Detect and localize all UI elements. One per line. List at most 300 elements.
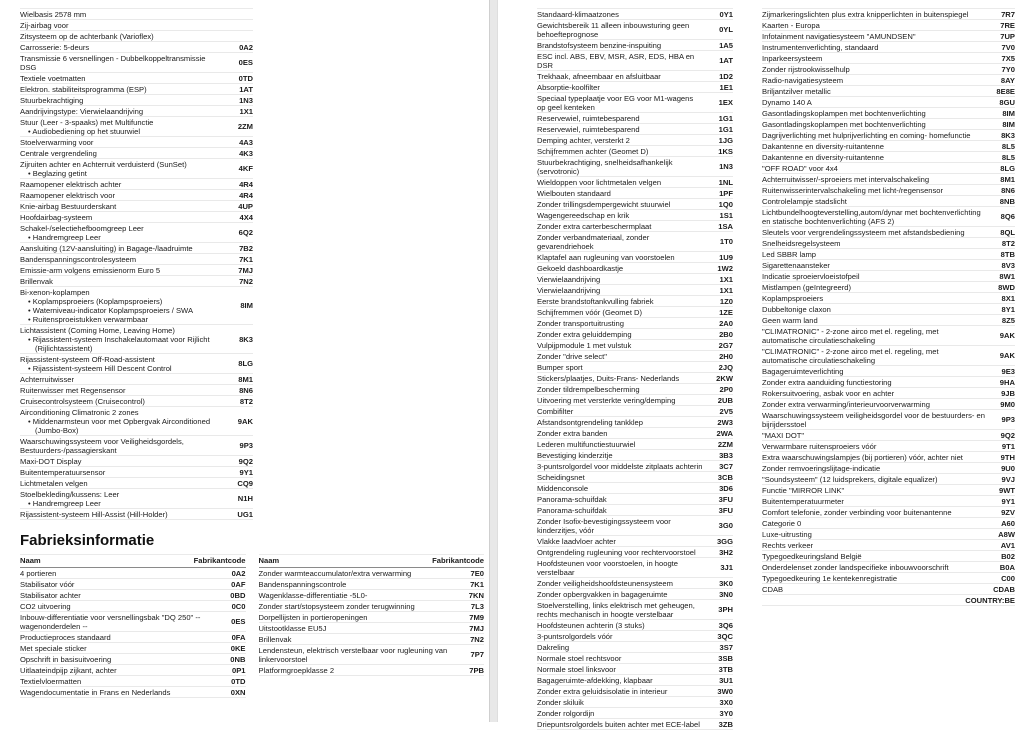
feature-name: Zijmarkeringslichten plus extra knipperlichten in buitenspiegel xyxy=(762,9,969,19)
equipment-row xyxy=(537,578,733,589)
feature-code: 8TB xyxy=(1000,249,1015,259)
equipment-row xyxy=(762,584,1015,595)
feature-name: Aandrijvingstype: Vierwielaandrijving xyxy=(20,106,144,116)
feature-code: COUNTRY:BE xyxy=(965,595,1015,605)
equipment-row xyxy=(537,600,733,620)
name-column-header: Naam xyxy=(20,556,41,565)
equipment-row xyxy=(762,130,1015,141)
feature-name: Vierwielaandrijving xyxy=(537,285,601,295)
feature-name: Speciaal typeplaatje voor EG voor M1-wagens op geel kenteken xyxy=(537,93,694,112)
equipment-row xyxy=(762,410,1015,430)
feature-name: Knie-airbag Bestuurderskant xyxy=(20,201,117,211)
feature-code: 4R4 xyxy=(239,190,253,200)
equipment-row xyxy=(537,428,733,439)
feature-name: Wagengereedschap en krik xyxy=(537,210,630,220)
feature-name-cell xyxy=(20,326,227,353)
factory-name: Platformgroepklasse 2 xyxy=(258,665,335,675)
equipment-row xyxy=(537,252,733,263)
feature-code: 8K3 xyxy=(239,334,253,344)
equipment-row xyxy=(762,141,1015,152)
feature-name: Eerste brandstoftankvulling fabriek xyxy=(537,296,654,306)
feature-code: 1N3 xyxy=(719,162,733,171)
feature-name: Demping achter, versterkt 2 xyxy=(537,135,630,145)
feature-code: 8AY xyxy=(1000,75,1015,85)
feature-name: Zonder opbergvakken in bagageruimte xyxy=(537,589,668,599)
feature-name: Zonder tildrempelbescherming xyxy=(537,384,640,394)
feature-code: 8IM xyxy=(1002,119,1015,129)
feature-name: Stuurbekrachtiging, snelheidsafhankelijk (servotronic) xyxy=(537,157,673,176)
factory-table-left xyxy=(20,554,246,698)
feature-code: B02 xyxy=(1001,551,1015,561)
feature-sub-item: • Audiobediening op het stuurwiel xyxy=(28,126,141,136)
feature-name: Gekoeld dashboardkastje xyxy=(537,263,624,273)
equipment-row xyxy=(537,547,733,558)
equipment-row xyxy=(762,562,1015,573)
feature-code: 8WD xyxy=(998,282,1015,292)
factory-tables xyxy=(20,554,484,698)
factory-table-left-header xyxy=(20,555,246,568)
feature-name: Wieldoppen voor lichtmetalen velgen xyxy=(537,177,662,187)
equipment-row xyxy=(762,42,1015,53)
feature-name: Buitentemperatuurmeter xyxy=(762,496,844,506)
equipment-row xyxy=(537,40,733,51)
feature-code: 9AK xyxy=(999,331,1015,340)
feature-name: Dynamo 140 A xyxy=(762,97,812,107)
feature-code: 0YL xyxy=(719,25,733,34)
feature-code: 9AK xyxy=(237,416,253,426)
feature-code: 4X4 xyxy=(239,212,253,222)
feature-name: Lichtmetalen velgen xyxy=(20,478,88,488)
equipment-row xyxy=(20,354,253,374)
feature-name: Klaptafel aan rugleuning van voorstoelen xyxy=(537,252,675,262)
feature-name: Vierwielaandrijving xyxy=(537,274,601,284)
factory-name: Uitstootklasse EU5J xyxy=(258,623,327,633)
feature-code: 2ZM xyxy=(237,122,253,131)
equipment-row xyxy=(537,631,733,642)
feature-code: 3CB xyxy=(717,472,733,482)
feature-name: "CLIMATRONIC" - 2-zone airco met el. regeling, met automatische circulatieschakeling xyxy=(762,326,939,345)
feature-code: 8IM xyxy=(240,301,253,310)
feature-name: Achterruitwisser xyxy=(20,374,75,384)
equipment-row xyxy=(537,285,733,296)
feature-code: 9Y1 xyxy=(1001,496,1015,506)
equipment-row xyxy=(537,494,733,505)
feature-name: Bumper sport xyxy=(537,362,583,372)
feature-name: 3-puntsrolgordels vóór xyxy=(537,631,613,641)
feature-sub-item: • Handremgreep Leer xyxy=(28,498,101,508)
feature-code: 9U0 xyxy=(1001,463,1015,473)
equipment-row xyxy=(537,384,733,395)
factory-left-rows xyxy=(20,568,246,698)
factory-name: Uitlaateindpijp zijkant, achter xyxy=(20,665,117,675)
factory-name: CO2 uitvoering xyxy=(20,601,71,611)
equipment-row xyxy=(762,529,1015,540)
feature-code: N1H xyxy=(237,494,253,503)
equipment-row xyxy=(537,620,733,631)
feature-sub-item: • Waterniveau-indicator Koplampsproeiers / SWA xyxy=(28,305,194,315)
feature-name: Comfort telefonie, zonder verbinding voor buitenantenne xyxy=(762,507,952,517)
feature-name-cell xyxy=(20,255,227,264)
equipment-row xyxy=(762,53,1015,64)
factory-row xyxy=(259,579,485,590)
feature-sub-item: • Handremgreep Leer xyxy=(28,232,101,242)
feature-code: 3GG xyxy=(716,536,733,546)
factory-code: 7N2 xyxy=(470,634,484,644)
feature-name: Inparkeersysteem xyxy=(762,53,823,63)
factory-row xyxy=(20,687,246,698)
equipment-row xyxy=(762,377,1015,388)
feature-name: Luxe-uitrusting xyxy=(762,529,812,539)
feature-name: Zonder extra aanduiding functiestoring xyxy=(762,377,892,387)
feature-name-cell xyxy=(20,180,227,189)
feature-code: 1SA xyxy=(718,221,733,231)
feature-name: Verwarmbare ruitensproeiers vóór xyxy=(762,441,877,451)
feature-name: Stoelverstelling, links elektrisch met geheugen, rechts mechanisch in hoogte verstelbaar xyxy=(537,600,695,619)
feature-name-cell xyxy=(20,397,227,406)
equipment-row xyxy=(537,664,733,675)
feature-code: 1D2 xyxy=(719,71,733,81)
equipment-list xyxy=(20,8,253,520)
feature-name: Schijfremmen vóór (Geomet D) xyxy=(537,307,643,317)
feature-code: 0ES xyxy=(238,58,253,67)
feature-name: 3-puntsrolgordel voor middelste zitplaats achterin xyxy=(537,461,703,471)
feature-name: Middenconsole xyxy=(537,483,589,493)
factory-name: Zonder warmteaccumulator/extra verwarming xyxy=(258,568,412,578)
feature-name: Lederen multifunctiestuurwiel xyxy=(537,439,636,449)
feature-code: 8LG xyxy=(1000,163,1015,173)
feature-name: Zonder extra geluidsisolatie in interieur xyxy=(537,686,668,696)
feature-name: Led SBBR lamp xyxy=(762,249,817,259)
feature-code: 8E8E xyxy=(996,86,1015,96)
feature-name: Driepuntsrolgordels buiten achter met ECE-label xyxy=(537,719,700,729)
factory-row xyxy=(259,665,485,676)
feature-code: 8L5 xyxy=(1001,141,1015,151)
feature-code: 3B3 xyxy=(719,450,733,460)
feature-name-cell xyxy=(20,191,227,200)
feature-name: Zonder extra geluiddemping xyxy=(537,329,632,339)
equipment-row xyxy=(537,373,733,384)
feature-sub-item: • Rijassistent-systeem Inschakelautomaat voor Rijlicht (Rijlichtassistent) xyxy=(28,334,210,353)
equipment-row xyxy=(20,374,253,385)
feature-name: "MAXI DOT" xyxy=(762,430,805,440)
equipment-row xyxy=(537,51,733,71)
feature-name: Bi-xenon-koplampen xyxy=(20,287,90,297)
feature-name: Panorama-schuifdak xyxy=(537,494,607,504)
equipment-row xyxy=(762,75,1015,86)
feature-name: Zonder "drive select" xyxy=(537,351,607,361)
factory-code: 0NB xyxy=(230,654,246,664)
feature-code: 1N3 xyxy=(239,95,253,105)
equipment-row xyxy=(537,232,733,252)
feature-code: 7UP xyxy=(1000,31,1015,41)
feature-code: 9TH xyxy=(1000,452,1015,462)
factory-row xyxy=(20,665,246,676)
feature-name: Combifilter xyxy=(537,406,574,416)
feature-code: 9ZV xyxy=(1001,507,1015,517)
feature-name-cell xyxy=(20,468,227,477)
feature-code: 1U9 xyxy=(719,252,733,262)
page-right-column-2 xyxy=(762,8,1015,606)
feature-name: Textiele voetmatten xyxy=(20,73,86,83)
feature-code: 7RE xyxy=(1000,20,1015,30)
feature-code: 8W1 xyxy=(999,271,1015,281)
equipment-row xyxy=(537,329,733,340)
feature-code: 3J1 xyxy=(720,563,733,572)
equipment-row xyxy=(762,108,1015,119)
equipment-row xyxy=(762,399,1015,410)
feature-name: Normale stoel rechtsvoor xyxy=(537,653,622,663)
equipment-row xyxy=(537,9,733,20)
feature-code: 1ZE xyxy=(719,307,733,317)
equipment-row xyxy=(537,210,733,221)
feature-name: Absorptie-koolfilter xyxy=(537,82,600,92)
feature-code: 8L5 xyxy=(1001,152,1015,162)
feature-code: 1KS xyxy=(718,146,733,156)
feature-code: 3W0 xyxy=(717,686,733,696)
feature-code: 2A0 xyxy=(719,318,733,328)
feature-name: Buitentemperatuursensor xyxy=(20,467,106,477)
feature-name: Centrale vergrendeling xyxy=(20,148,97,158)
factory-row xyxy=(259,623,485,634)
factory-code: 0C0 xyxy=(231,601,246,611)
equipment-row xyxy=(20,84,253,95)
feature-code: 1X1 xyxy=(239,106,253,116)
factory-row xyxy=(20,612,246,632)
factory-row xyxy=(259,601,485,612)
feature-code: 0Y1 xyxy=(719,9,733,19)
feature-code: 1JG xyxy=(718,135,733,145)
equipment-row xyxy=(762,9,1015,20)
feature-name: Sleutels voor vergrendelingssysteem met afstandsbediening xyxy=(762,227,965,237)
equipment-row xyxy=(762,507,1015,518)
equipment-row xyxy=(537,675,733,686)
feature-name-cell xyxy=(20,490,227,508)
factory-code: 0ES xyxy=(231,617,246,626)
feature-name: Snelheidsregelsysteem xyxy=(762,238,841,248)
feature-name: Radio-navigatiesysteem xyxy=(762,75,844,85)
feature-name-cell xyxy=(20,457,227,466)
factory-table-right-header xyxy=(259,555,485,568)
equipment-row xyxy=(20,509,253,520)
feature-code: C00 xyxy=(1001,573,1015,583)
feature-name: Waarschuwingssysteem veiligheidsgordel voor de bestuurders- en bijrijdersstoel xyxy=(762,410,985,429)
feature-name: Reservewiel, ruimtebesparend xyxy=(537,113,640,123)
equipment-row xyxy=(762,304,1015,315)
factory-name: Bandenspanningscontrole xyxy=(258,579,347,589)
equipment-row xyxy=(20,325,253,354)
equipment-row xyxy=(762,430,1015,441)
equipment-row xyxy=(537,686,733,697)
feature-code: 1T0 xyxy=(719,237,733,246)
equipment-row xyxy=(762,152,1015,163)
equipment-row xyxy=(762,260,1015,271)
equipment-row xyxy=(762,595,1015,606)
feature-name: Transmissie 6 versnellingen - Dubbelkoppeltransmissie DSG xyxy=(20,53,206,72)
equipment-row xyxy=(20,137,253,148)
factory-row xyxy=(259,612,485,623)
feature-code: 7V0 xyxy=(1001,42,1015,52)
feature-name: Dakantenne en diversity-ruitantenne xyxy=(762,141,884,151)
feature-name: Zonder extra banden xyxy=(537,428,608,438)
feature-name: Reservewiel, ruimtebesparend xyxy=(537,124,640,134)
equipment-row xyxy=(20,212,253,223)
equipment-row xyxy=(20,148,253,159)
factory-code: 0BD xyxy=(230,590,246,600)
feature-sub-item: • Middenarmsteun voor met Opbergvak Airconditioned (Jumbo-Box) xyxy=(28,416,211,435)
feature-code: 4KF xyxy=(238,164,253,173)
equipment-row xyxy=(762,366,1015,377)
feature-name-cell xyxy=(20,54,227,72)
feature-code: 7K1 xyxy=(239,254,253,264)
equipment-row xyxy=(537,719,733,730)
feature-name: Dagrijverlichting met hulprijverlichting en coming- homefunctie xyxy=(762,130,971,140)
equipment-row xyxy=(537,188,733,199)
feature-code: 1X1 xyxy=(719,274,733,284)
feature-code: 3SB xyxy=(718,653,733,663)
factory-code: 0FA xyxy=(231,632,246,642)
feature-name: Zitsysteem op de achterbank (Varioflex) xyxy=(20,31,154,41)
equipment-row xyxy=(537,199,733,210)
equipment-row xyxy=(20,190,253,201)
equipment-row xyxy=(537,318,733,329)
equipment-row xyxy=(762,163,1015,174)
equipment-row xyxy=(537,589,733,600)
feature-code: 9E3 xyxy=(1001,366,1015,376)
equipment-row xyxy=(20,20,253,31)
feature-code: 8M1 xyxy=(238,374,253,384)
page-gap-divider xyxy=(489,0,498,722)
equipment-row xyxy=(537,124,733,135)
feature-code: AV1 xyxy=(1000,540,1015,550)
equipment-row xyxy=(537,417,733,428)
equipment-row xyxy=(762,518,1015,529)
equipment-row xyxy=(20,73,253,84)
feature-name-cell xyxy=(20,266,227,275)
feature-code: 1S1 xyxy=(719,210,733,220)
factory-code: 0AF xyxy=(231,579,246,589)
factory-code: 0A2 xyxy=(231,568,246,578)
feature-name: Ruitenwisserintervalschakeling met licht-/regensensor xyxy=(762,185,944,195)
equipment-row xyxy=(537,340,733,351)
feature-code: 3D6 xyxy=(719,483,733,493)
feature-code: 3ZB xyxy=(718,719,733,729)
feature-code: 8Z5 xyxy=(1001,315,1015,325)
equipment-row xyxy=(20,159,253,179)
feature-name-cell xyxy=(20,288,227,324)
feature-name: Onderdelenset zonder landspecifieke inbouwvoorschrift xyxy=(762,562,949,572)
feature-code: CQ9 xyxy=(237,478,253,488)
feature-name-cell xyxy=(20,386,227,395)
equipment-row xyxy=(537,274,733,285)
equipment-row xyxy=(762,20,1015,31)
equipment-row xyxy=(20,276,253,287)
equipment-row xyxy=(762,185,1015,196)
factory-code: 7P7 xyxy=(470,650,484,659)
feature-name: Waarschuwingssysteem voor Veiligheidsgordels, Bestuurders-/passagierskant xyxy=(20,436,184,455)
equipment-row xyxy=(762,463,1015,474)
feature-code: 1Z0 xyxy=(719,296,733,306)
feature-name: Zij-airbag voor xyxy=(20,20,69,30)
feature-code: 1AT xyxy=(719,56,733,65)
equipment-row xyxy=(20,9,253,20)
equipment-row xyxy=(762,271,1015,282)
equipment-row xyxy=(537,113,733,124)
feature-code: CDAB xyxy=(993,584,1015,594)
feature-code: 4R4 xyxy=(239,179,253,189)
feature-name: Indicatie sproeiervloeistofpeil xyxy=(762,271,860,281)
feature-name: Standaard-klimaatzones xyxy=(537,9,619,19)
equipment-row xyxy=(762,119,1015,130)
feature-name: Dakantenne en diversity-ruitantenne xyxy=(762,152,884,162)
equipment-row xyxy=(20,385,253,396)
feature-sublist xyxy=(20,335,223,353)
feature-code: 8N6 xyxy=(1001,185,1015,195)
equipment-row xyxy=(20,223,253,243)
feature-code: 1W2 xyxy=(717,263,733,273)
feature-name: Aansluiting (12V-aansluiting) in Bagage-/laadruimte xyxy=(20,243,193,253)
equipment-row xyxy=(537,450,733,461)
code-column-header: Fabrikantcode xyxy=(432,556,484,565)
equipment-row xyxy=(762,282,1015,293)
feature-name: Gasontladingskoplampen met bochtenverlichting xyxy=(762,119,926,129)
feature-code: 3C7 xyxy=(719,461,733,471)
feature-name: Sigarettenaansteker xyxy=(762,260,830,270)
name-column-header: Naam xyxy=(258,556,280,565)
feature-name: Stuurbekrachtiging xyxy=(20,95,84,105)
factory-name: Stabilisator vóór xyxy=(20,579,75,589)
feature-code: 8Q6 xyxy=(1000,212,1015,221)
equipment-row xyxy=(20,489,253,509)
feature-code: 8N6 xyxy=(239,385,253,395)
feature-name: Zonder extra verwarming/interieurvoorverwarming xyxy=(762,399,930,409)
feature-sub-item: • Rijassistent-systeem Hill Descent Control xyxy=(28,363,172,373)
feature-name: Zonder extra carterbeschermplaat xyxy=(537,221,652,231)
feature-code: 1PF xyxy=(719,188,733,198)
feature-name: Zonder Isofix-bevestigingssysteem voor kinderzitjes, vóór xyxy=(537,516,671,535)
feature-code: 3H2 xyxy=(719,547,733,557)
factory-row xyxy=(20,632,246,643)
feature-sublist xyxy=(20,233,223,242)
equipment-row xyxy=(537,157,733,177)
feature-name: Bagageruimte-afdekking, klapbaar xyxy=(537,675,653,685)
equipment-row xyxy=(537,642,733,653)
feature-name: Geen warm land xyxy=(762,315,818,325)
feature-name: Schijfremmen achter (Geomet D) xyxy=(537,146,649,156)
feature-name-cell xyxy=(20,43,227,52)
feature-code: 3FU xyxy=(718,505,733,515)
equipment-row xyxy=(762,174,1015,185)
feature-name: Dubbeltonige claxon xyxy=(762,304,831,314)
feature-sub-item: • Ruitensproeistukken verwarmbaar xyxy=(28,314,148,324)
feature-code: B0A xyxy=(999,562,1015,572)
feature-code: 8IM xyxy=(1002,108,1015,118)
feature-name-cell xyxy=(20,138,227,147)
feature-code: A60 xyxy=(1001,518,1015,528)
equipment-row xyxy=(537,296,733,307)
feature-name: Raamopener elektrisch achter xyxy=(20,179,122,189)
factory-code: 0XN xyxy=(230,687,246,697)
feature-name: Kaarten - Europa xyxy=(762,20,820,30)
feature-code: 0A2 xyxy=(239,42,253,52)
equipment-row xyxy=(537,395,733,406)
feature-code: 4A3 xyxy=(239,137,253,147)
factory-name: Zonder start/stopsysteem zonder terugwinning xyxy=(258,601,415,611)
factory-row xyxy=(20,676,246,687)
equipment-row xyxy=(762,551,1015,562)
feature-code: 8K3 xyxy=(1001,130,1015,140)
equipment-row xyxy=(537,82,733,93)
feature-name: Zonder rijstrookwisselhulp xyxy=(762,64,850,74)
